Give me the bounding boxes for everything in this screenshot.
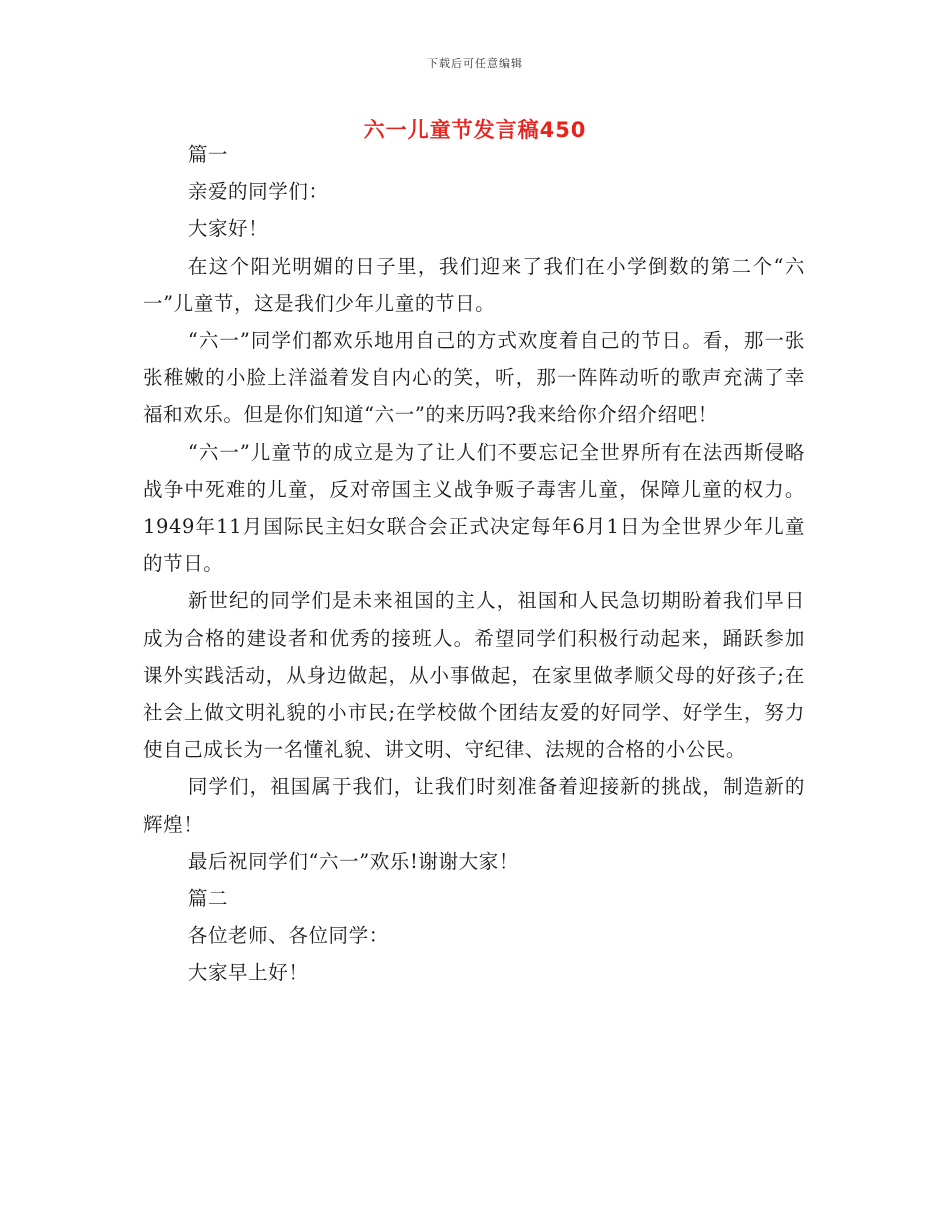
salutation: 亲爱的同学们： (187, 180, 329, 204)
paragraph: 同学们，祖国属于我们，让我们时刻准备着迎接新的挑战，制造新的辉煌！ (143, 775, 805, 836)
closing-line: 最后祝同学们“六一”欢乐!谢谢大家！ (187, 849, 519, 873)
paragraph: 在这个阳光明媚的日子里，我们迎来了我们在小学倒数的第二个“六一”儿童节，这是我们少年儿童的节日。 (143, 254, 805, 315)
greeting: 大家好！ (187, 217, 269, 241)
section-heading-2: 篇二 (187, 887, 229, 911)
salutation: 各位老师、各位同学： (187, 924, 389, 948)
paragraph: 新世纪的同学们是未来祖国的主人，祖国和人民急切期盼着我们早日成为合格的建设者和优秀的接班人。希望同学们积极行动起来，踊跃参加课外实践活动，从身边做起，从小事做起，在家里做孝顺父母的好孩子;在社会上做文明礼貌的小市民;在学校做个团结友爱的好同学、好学生，努力使自己成长为一名懂礼貌、讲文明、守纪律、法规的合格的小公民。 (143, 589, 805, 762)
section-heading-1: 篇一 (187, 143, 229, 166)
header-note: 下载后可任意编辑 (427, 57, 523, 70)
document-body (143, 136, 805, 992)
paragraph: “六一”儿童节的成立是为了让人们不要忘记全世界所有在法西斯侵略战争中死难的儿童，反对帝国主义战争贩子毒害儿童，保障儿童的权力。1949年11月国际民主妇女联合会正式决定每年6月1日为全世界少年儿童的节日。 (143, 440, 805, 576)
greeting: 大家早上好！ (187, 961, 309, 985)
paragraph: “六一”同学们都欢乐地用自己的方式欢度着自己的节日。看，那一张张稚嫩的小脸上洋溢着发自内心的笑，听，那一阵阵动听的歌声充满了幸福和欢乐。但是你们知道“六一”的来历吗?我来给你介绍介绍吧！ (143, 329, 805, 427)
document-title: 六一儿童节发言稿450 (363, 118, 587, 142)
